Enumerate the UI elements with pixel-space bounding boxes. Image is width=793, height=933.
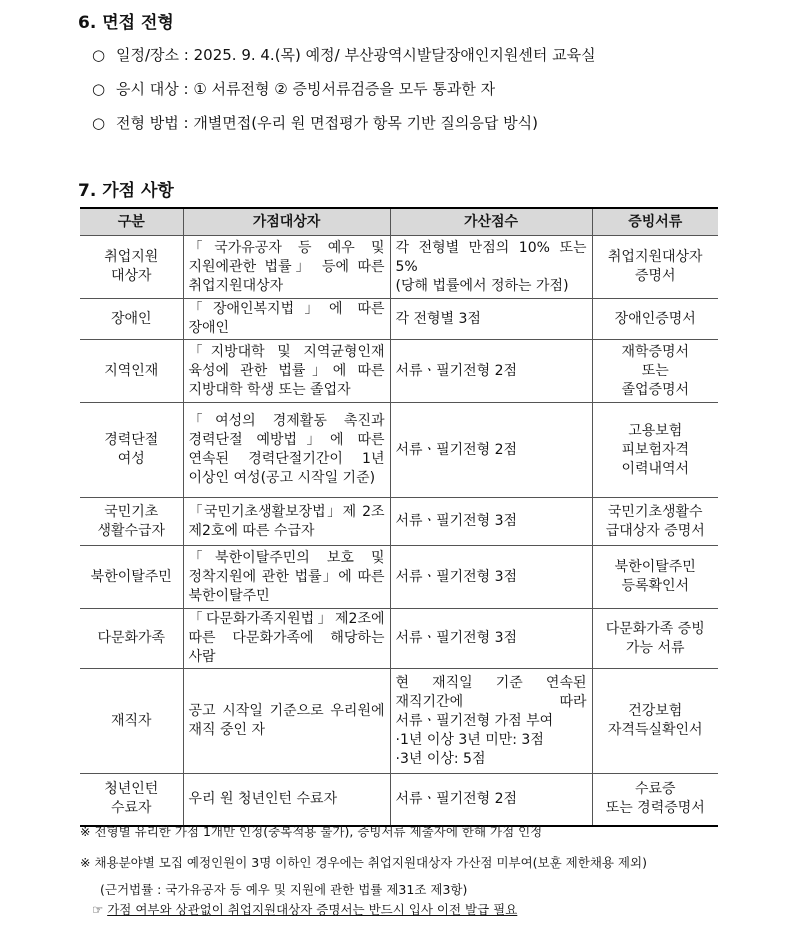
- cell-eligible: 「다문화가족지원법」제2조에 따른 다문화가족에 해당하는 사람: [183, 609, 390, 669]
- header-points: 가산점수: [390, 208, 592, 236]
- legal-basis-note: (근거법률 : 국가유공자 등 예우 및 지원에 관한 법률 제31조 제3항): [100, 882, 468, 897]
- interview-method-item: [92, 112, 596, 146]
- cell-points: 서류ㆍ필기전형 3점: [390, 498, 592, 546]
- cell-eligible: 「국가유공자 등 예우 및 지원에관한 법률」 등에 따른 취업지원대상자: [183, 236, 390, 299]
- section-7-title: 7. 가점 사항: [78, 181, 174, 201]
- table-row: [80, 546, 718, 609]
- pointing-hand-icon: ☞: [92, 902, 104, 917]
- table-row: [80, 236, 718, 299]
- table-row: [80, 669, 718, 774]
- interview-eligibility-item: [92, 78, 596, 112]
- cell-documents: 장애인증명서: [592, 299, 718, 340]
- cell-points: 서류ㆍ필기전형 3점: [390, 546, 592, 609]
- cell-eligible: 「지방대학 및 지역균형인재 육성에 관한 법률」에 따른 지방대학 학생 또는 졸업자: [183, 340, 390, 403]
- circle-bullet-icon: ○: [92, 114, 106, 132]
- cell-eligible: 「장애인복지법」에 따른 장애인: [183, 299, 390, 340]
- cell-documents: 다문화가족 증빙 가능 서류: [592, 609, 718, 669]
- cell-points: 서류ㆍ필기전형 3점: [390, 609, 592, 669]
- cell-eligible: 「여성의 경제활동 촉진과 경력단절 예방법」에 따른 연속된 경력단절기간이 1년 이상인 여성(공고 시작일 기준): [183, 403, 390, 498]
- cell-category: 북한이탈주민: [80, 546, 183, 609]
- table-row: [80, 340, 718, 403]
- cell-eligible: 공고 시작일 기준으로 우리원에 재직 중인 자: [183, 669, 390, 774]
- cell-category: 청년인턴 수료자: [80, 774, 183, 826]
- cell-category: 경력단절 여성: [80, 403, 183, 498]
- cell-category: 다문화가족: [80, 609, 183, 669]
- cell-documents: 수료증 또는 경력증명서: [592, 774, 718, 826]
- section-6-title: 6. 면접 전형: [78, 13, 174, 33]
- cell-documents: 취업지원대상자 증명서: [592, 236, 718, 299]
- cell-points: 각 전형별 만점의 10% 또는 5% (당해 법률에서 정하는 가점): [390, 236, 592, 299]
- interview-method-text: 전형 방법 : 개별면접(우리 원 면접평가 항목 기반 질의응답 방식): [116, 114, 538, 132]
- interview-info-list: [92, 44, 596, 146]
- table-row: [80, 609, 718, 669]
- cell-documents: 국민기초생활수 급대상자 증명서: [592, 498, 718, 546]
- cell-category: 지역인재: [80, 340, 183, 403]
- cell-eligible: 「북한이탈주민의 보호 및 정착지원에 관한 법률」에 따른 북한이탈주민: [183, 546, 390, 609]
- cell-documents: 건강보험 자격득실확인서: [592, 669, 718, 774]
- cell-category: 재직자: [80, 669, 183, 774]
- table-row: [80, 299, 718, 340]
- certificate-note-text: 가점 여부와 상관없이 취업지원대상자 증명서는 반드시 입사 이전 발급 필요: [107, 902, 518, 917]
- bonus-points-table: [80, 207, 718, 827]
- table-row: [80, 403, 718, 498]
- cell-points: 각 전형별 3점: [390, 299, 592, 340]
- cell-points: 서류ㆍ필기전형 2점: [390, 340, 592, 403]
- notes-list: [80, 823, 647, 919]
- circle-bullet-icon: ○: [92, 80, 106, 98]
- cell-documents: 고용보험 피보험자격 이력내역서: [592, 403, 718, 498]
- note-item: ※ 채용분야별 모집 예정인원이 3명 이하인 경우에는 취업지원대상자 가산점 미부여(보훈 제한채용 제외): [80, 855, 647, 870]
- cell-eligible: 「국민기초생활보장법」제 2조 제2호에 따른 수급자: [183, 498, 390, 546]
- certificate-note: [80, 901, 647, 919]
- table-header-row: [80, 208, 718, 236]
- cell-points: 현 재직일 기준 연속된 재직기간에 따라 서류ㆍ필기전형 가점 부여 ·1년 이상 3년 미만: 3점 ·3년 이상: 5점: [390, 669, 592, 774]
- cell-category: 취업지원 대상자: [80, 236, 183, 299]
- cell-documents: 재학증명서 또는 졸업증명서: [592, 340, 718, 403]
- header-category: 구분: [80, 208, 183, 236]
- interview-schedule-item: [92, 44, 596, 78]
- table-row: [80, 498, 718, 546]
- cell-documents: 북한이탈주민 등록확인서: [592, 546, 718, 609]
- cell-category: 국민기초 생활수급자: [80, 498, 183, 546]
- header-documents: 증빙서류: [592, 208, 718, 236]
- cell-points: 서류ㆍ필기전형 2점: [390, 774, 592, 826]
- note-item: ※ 전형별 유리한 가점 1개만 인정(중복적용 불가), 증빙서류 제출자에 한해 가점 인정: [80, 824, 543, 839]
- header-eligible: 가점대상자: [183, 208, 390, 236]
- cell-category: 장애인: [80, 299, 183, 340]
- cell-points: 서류ㆍ필기전형 2점: [390, 403, 592, 498]
- interview-eligibility-text: 응시 대상 : ① 서류전형 ② 증빙서류검증을 모두 통과한 자: [116, 80, 496, 98]
- interview-schedule-text: 일정/장소 : 2025. 9. 4.(목) 예정/ 부산광역시발달장애인지원센터 교육실: [116, 46, 596, 64]
- circle-bullet-icon: ○: [92, 46, 106, 64]
- cell-eligible: 우리 원 청년인턴 수료자: [183, 774, 390, 826]
- table-row: [80, 774, 718, 826]
